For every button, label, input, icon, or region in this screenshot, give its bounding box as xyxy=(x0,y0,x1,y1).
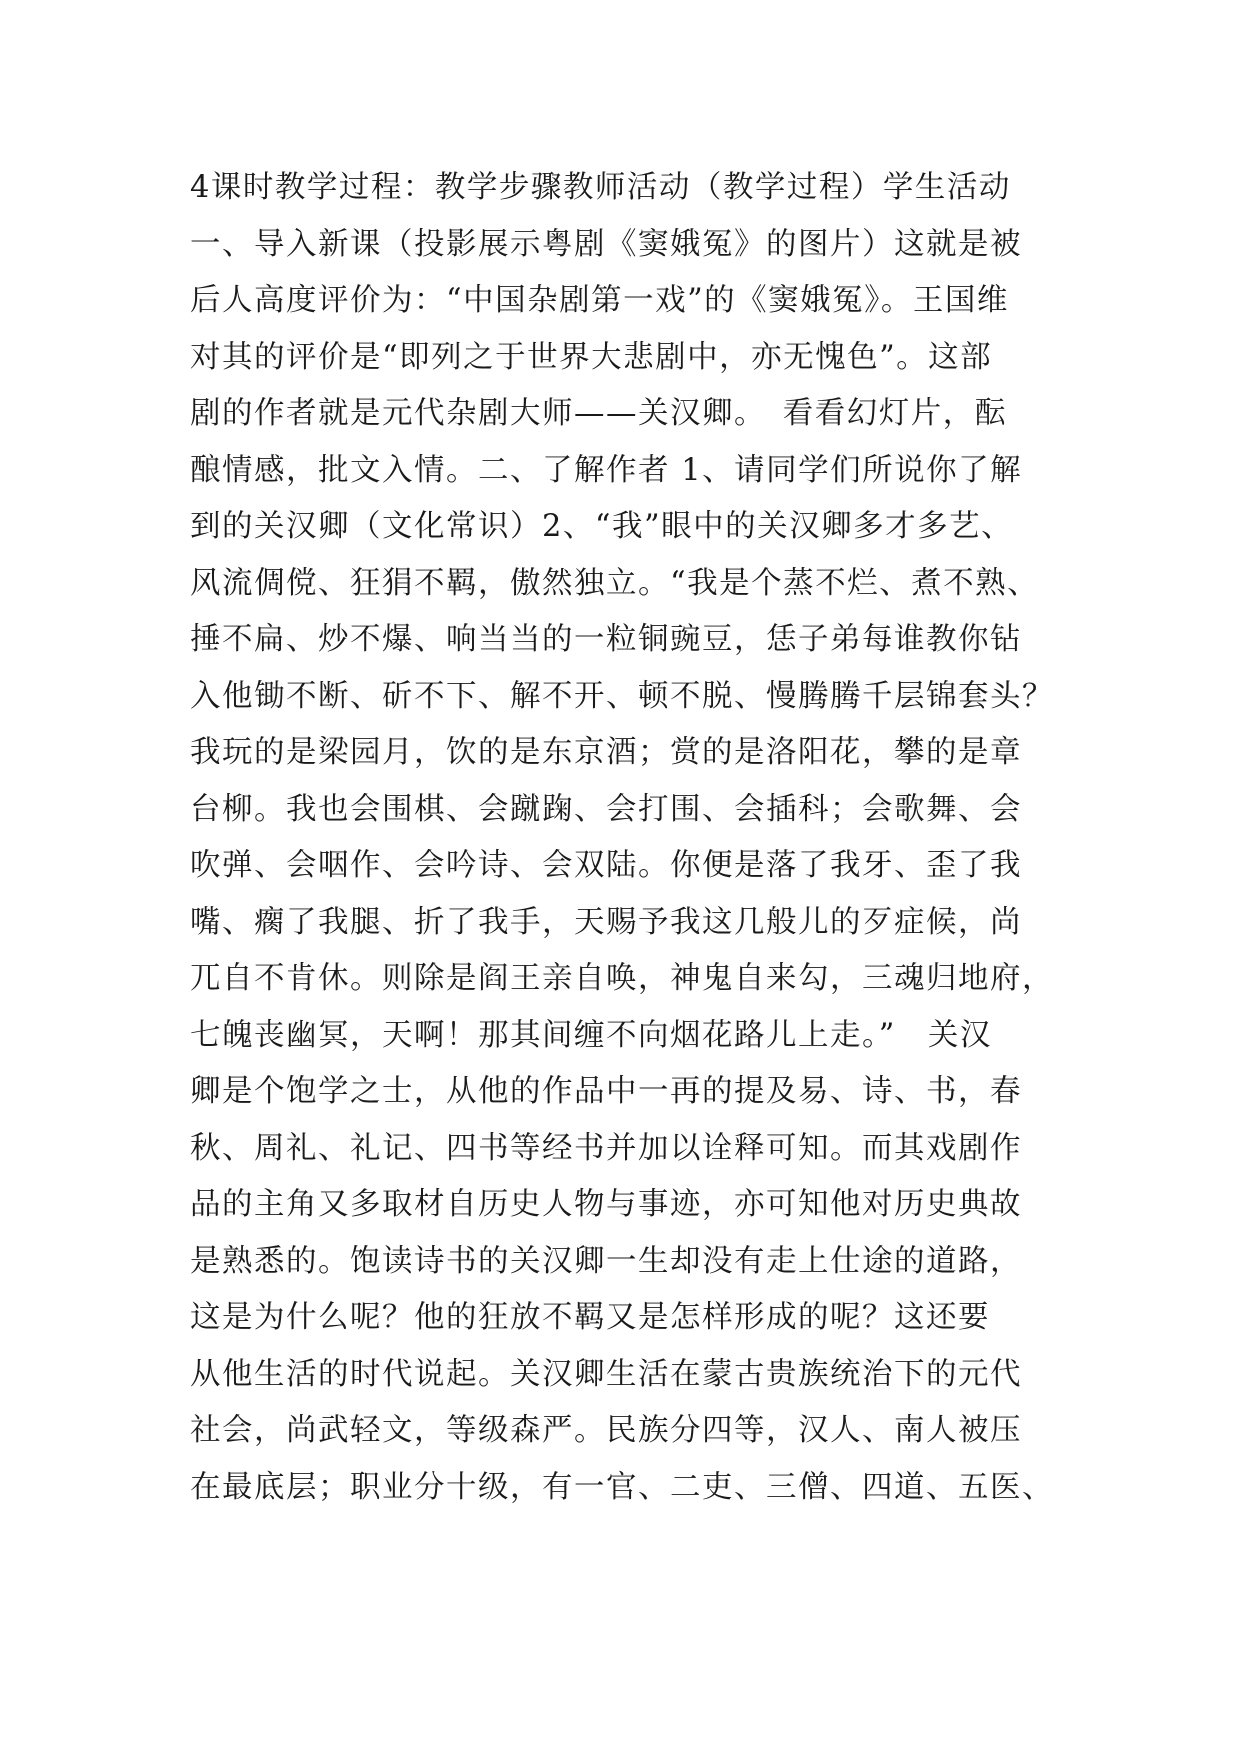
text-line: 到的关汉卿（文化常识）2、“我”眼中的关汉卿多才多艺、 xyxy=(190,509,1014,544)
text-line: 从他生活的时代说起。关汉卿生活在蒙古贵族统治下的元代 xyxy=(190,1356,1022,1392)
text-line: 品的主角又多取材自历史人物与事迹，亦可知他对历史典故 xyxy=(190,1187,1022,1222)
text-line: 七魄丧幽冥，天啊！那其间缠不向烟花路儿上走。” 关汉 xyxy=(190,1017,992,1053)
text-line: 酿情感，批文入情。二、了解作者 1、请同学们所说你了解 xyxy=(190,452,1023,488)
text-line: 风流倜傥、狂狷不羁，傲然独立。“我是个蒸不烂、煮不熟、 xyxy=(190,565,1040,601)
text-line: 捶不扁、炒不爆、响当当的一粒铜豌豆，恁子弟每谁教你钻 xyxy=(190,622,1022,657)
text-line: 一、导入新课（投影展示粤剧《窦娥冤》的图片）这就是被 xyxy=(190,226,1022,262)
text-line: 4课时教学过程：教学步骤教师活动（教学过程）学生活动 xyxy=(190,170,1011,205)
text-line: 兀自不肯休。则除是阎王亲自唤，神鬼自来勾，三魂归地府， xyxy=(190,961,1054,996)
text-line: 剧的作者就是元代杂剧大师——关汉卿。 看看幻灯片，酝 xyxy=(190,396,1007,431)
text-line: 吹弹、会咽作、会吟诗、会双陆。你便是落了我牙、歪了我 xyxy=(190,848,1022,883)
text-line: 我玩的是梁园月，饮的是东京酒；赏的是洛阳花，攀的是章 xyxy=(190,735,1022,770)
body-text xyxy=(190,160,1070,1516)
text-line: 后人高度评价为：“中国杂剧第一戏”的《窦娥冤》。王国维 xyxy=(190,283,1009,318)
text-line: 入他锄不断、斫不下、解不开、顿不脱、慢腾腾千层锦套头？ xyxy=(190,678,1054,714)
text-line: 秋、周礼、礼记、四书等经书并加以诠释可知。而其戏剧作 xyxy=(190,1130,1022,1166)
text-line: 这是为什么呢？他的狂放不羁又是怎样形成的呢？这还要 xyxy=(190,1300,990,1335)
text-line: 台柳。我也会围棋、会蹴踘、会打围、会插科；会歌舞、会 xyxy=(190,791,1022,827)
text-line: 在最底层；职业分十级，有一官、二吏、三僧、四道、五医、 xyxy=(190,1469,1054,1505)
text-line: 嘴、瘸了我腿、折了我手，天赐予我这几般儿的歹症候，尚 xyxy=(190,904,1022,940)
text-line: 卿是个饱学之士，从他的作品中一再的提及易、诗、书，春 xyxy=(190,1074,1022,1109)
text-line: 是熟悉的。饱读诗书的关汉卿一生却没有走上仕途的道路， xyxy=(190,1243,1022,1279)
text-line: 对其的评价是“即列之于世界大悲剧中，亦无愧色”。这部 xyxy=(190,339,993,375)
text-line: 社会，尚武轻文，等级森严。民族分四等，汉人、南人被压 xyxy=(190,1413,1022,1448)
